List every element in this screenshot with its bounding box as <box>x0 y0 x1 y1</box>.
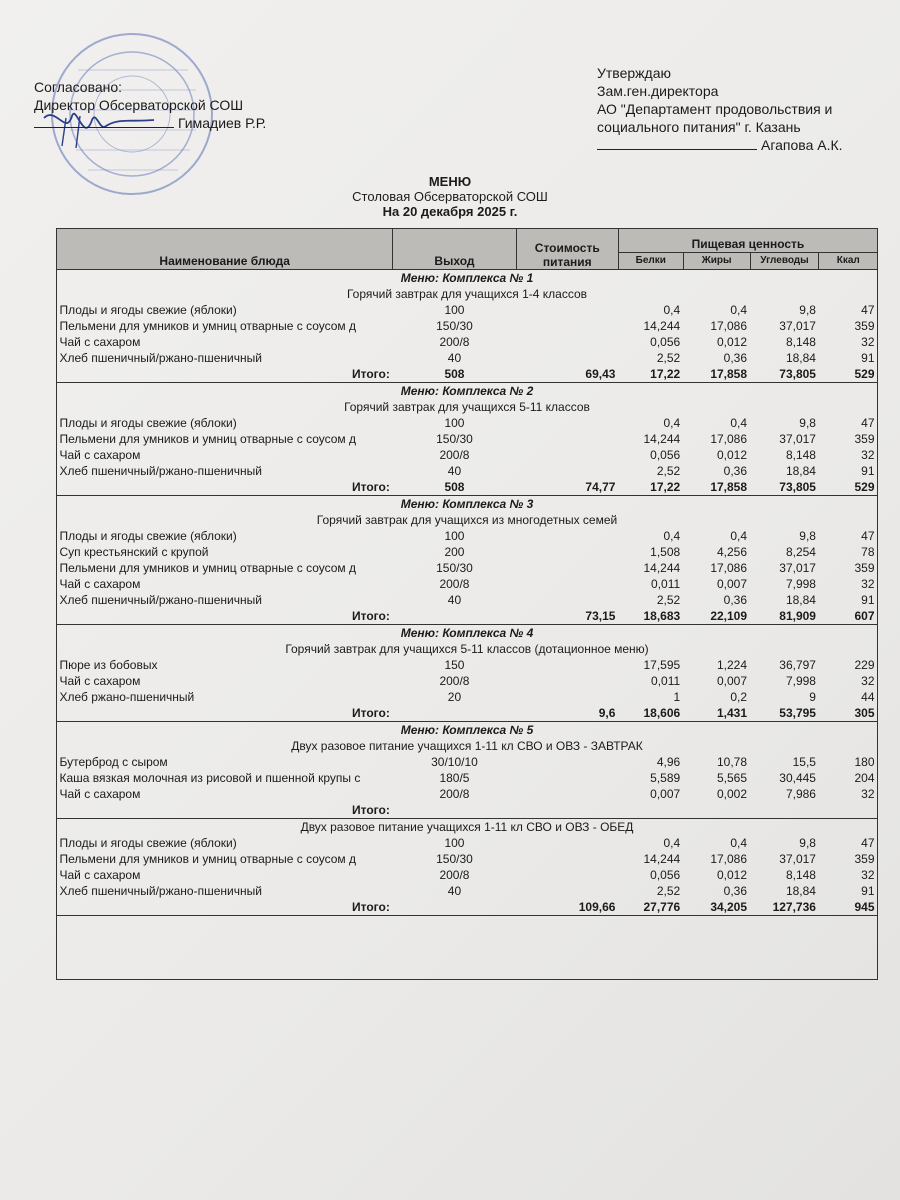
total-proteins: 17,22 <box>618 479 683 496</box>
total-label: Итого: <box>57 479 393 496</box>
dish-name: Хлеб пшеничный/ржано-пшеничный <box>59 884 262 898</box>
dish-kcal: 32 <box>861 448 875 462</box>
dish-kcal: 359 <box>854 319 875 333</box>
menu-title: МЕНЮ <box>428 174 472 189</box>
dish-fats: 0,012 <box>717 448 748 462</box>
total-carbs: 73,805 <box>750 366 819 383</box>
total-output <box>393 802 516 819</box>
dish-output: 40 <box>447 351 462 365</box>
dish-row <box>57 786 878 802</box>
dish-fats: 17,086 <box>710 432 748 446</box>
page-title <box>0 174 900 219</box>
total-carbs: 81,909 <box>750 608 819 625</box>
total-kcal: 305 <box>819 705 878 722</box>
dish-proteins: 0,056 <box>650 448 681 462</box>
dish-carbs: 8,148 <box>785 335 816 349</box>
dish-name: Чай с сахаром <box>59 674 141 688</box>
dish-fats: 10,78 <box>717 755 748 769</box>
dish-proteins: 0,011 <box>651 577 681 591</box>
section-subtitle-row <box>57 512 878 528</box>
dish-cost <box>516 528 618 544</box>
dish-fats: 0,012 <box>717 868 748 882</box>
section-subtitle: Двух разовое питание учащихся 1-11 кл СВО и ОВЗ - ОБЕД <box>300 820 634 834</box>
section-title: Меню: Комплекса № 5 <box>57 722 878 739</box>
dish-kcal: 47 <box>861 529 875 543</box>
dish-output: 200 <box>444 545 465 559</box>
dish-proteins: 14,244 <box>643 319 681 333</box>
section-title: Меню: Комплекса № 2 <box>57 383 878 400</box>
total-carbs <box>750 802 819 819</box>
total-kcal: 945 <box>819 899 878 916</box>
total-label: Итого: <box>57 608 393 625</box>
dish-row <box>57 560 878 576</box>
section-title-row <box>57 383 878 400</box>
dish-fats: 17,086 <box>710 852 748 866</box>
section-title: Меню: Комплекса № 3 <box>57 496 878 513</box>
dish-row <box>57 835 878 851</box>
section-title: Меню: Комплекса № 1 <box>57 270 878 287</box>
dish-cost <box>516 544 618 560</box>
dish-fats: 17,086 <box>710 561 748 575</box>
dish-kcal: 359 <box>854 432 875 446</box>
dish-fats: 0,36 <box>723 593 748 607</box>
dish-kcal: 359 <box>854 852 875 866</box>
dish-output: 200/8 <box>439 787 470 801</box>
dish-output: 20 <box>447 690 462 704</box>
total-cost: 9,6 <box>516 705 618 722</box>
dish-name: Хлеб пшеничный/ржано-пшеничный <box>59 351 262 365</box>
dish-fats: 0,36 <box>723 884 748 898</box>
canteen-name: Столовая Обсерваторской СОШ <box>352 189 548 204</box>
approve-label: Утверждаю <box>597 65 671 81</box>
section-subtitle-row <box>57 399 878 415</box>
dish-name: Пюре из бобовых <box>59 658 158 672</box>
dish-row <box>57 883 878 899</box>
dish-fats: 0,4 <box>730 303 748 317</box>
dish-proteins: 2,52 <box>656 884 681 898</box>
section-subtitle-row <box>57 641 878 657</box>
dish-name: Чай с сахаром <box>59 868 141 882</box>
dish-cost <box>516 835 618 851</box>
dish-kcal: 32 <box>861 674 875 688</box>
dish-name: Чай с сахаром <box>59 448 141 462</box>
menu-date: На 20 декабря 2025 г. <box>382 204 518 219</box>
total-kcal <box>819 802 878 819</box>
total-carbs: 127,736 <box>750 899 819 916</box>
dish-name: Чай с сахаром <box>59 335 141 349</box>
dish-carbs: 15,5 <box>792 755 816 769</box>
director-name: Гимадиев Р.Р. <box>178 115 267 131</box>
section-subtitle-row <box>57 738 878 754</box>
dish-output: 200/8 <box>439 868 470 882</box>
dish-output: 100 <box>444 836 465 850</box>
dish-cost <box>516 592 618 608</box>
total-cost <box>516 802 618 819</box>
total-row <box>57 479 878 496</box>
dish-output: 150/30 <box>436 319 473 333</box>
dish-kcal: 32 <box>861 868 875 882</box>
total-label: Итого: <box>57 802 393 819</box>
dish-carbs: 18,84 <box>785 593 816 607</box>
company-line-1: АО "Департамент продовольствия и <box>597 101 833 117</box>
dish-output: 200/8 <box>439 674 470 688</box>
dish-carbs: 30,445 <box>779 771 816 785</box>
section-subtitle-row <box>57 286 878 302</box>
dish-output: 40 <box>447 593 462 607</box>
dish-row <box>57 673 878 689</box>
dish-carbs: 37,017 <box>779 319 816 333</box>
dish-proteins: 0,4 <box>663 836 681 850</box>
total-output: 508 <box>393 366 516 383</box>
total-fats: 22,109 <box>683 608 750 625</box>
section-title-row <box>57 625 878 642</box>
header-proteins: Белки <box>618 252 683 269</box>
dish-output: 40 <box>447 884 462 898</box>
dish-cost <box>516 302 618 318</box>
dish-fats: 17,086 <box>710 319 748 333</box>
dish-fats: 0,012 <box>717 335 748 349</box>
dish-row <box>57 302 878 318</box>
dish-kcal: 91 <box>861 593 875 607</box>
dish-name: Чай с сахаром <box>59 577 141 591</box>
dish-proteins: 1,508 <box>650 545 681 559</box>
dish-name: Пельмени для умников и умниц отварные с соусом д <box>59 319 357 333</box>
dish-proteins: 4,96 <box>656 755 681 769</box>
dish-output: 180/5 <box>439 771 470 785</box>
dish-name: Хлеб пшеничный/ржано-пшеничный <box>59 593 262 607</box>
dish-output: 100 <box>444 529 465 543</box>
dish-output: 100 <box>444 416 465 430</box>
dish-carbs: 7,998 <box>785 577 816 591</box>
menu-body <box>57 270 878 916</box>
total-output <box>393 705 516 722</box>
dish-carbs: 8,148 <box>785 448 816 462</box>
dish-carbs: 9,8 <box>799 416 816 430</box>
dish-carbs: 7,986 <box>785 787 816 801</box>
dish-row <box>57 754 878 770</box>
total-proteins: 18,683 <box>618 608 683 625</box>
dish-carbs: 8,148 <box>785 868 816 882</box>
dish-fats: 0,36 <box>723 351 748 365</box>
dish-fats: 5,565 <box>717 771 748 785</box>
dish-carbs: 18,84 <box>785 884 816 898</box>
dish-row <box>57 447 878 463</box>
dish-output: 150 <box>444 658 465 672</box>
dish-kcal: 44 <box>861 690 875 704</box>
dish-row <box>57 576 878 592</box>
dish-proteins: 2,52 <box>656 593 681 607</box>
dish-cost <box>516 883 618 899</box>
total-row <box>57 802 878 819</box>
dish-cost <box>516 689 618 705</box>
section-subtitle-row <box>57 819 878 836</box>
section-subtitle: Горячий завтрак для учащихся из многодетных семей <box>316 513 618 527</box>
dish-kcal: 91 <box>861 351 875 365</box>
dish-cost <box>516 318 618 334</box>
header-carbs: Углеводы <box>750 252 819 269</box>
dish-row <box>57 463 878 479</box>
dish-name: Каша вязкая молочная из рисовой и пшенной крупы с <box>59 771 361 785</box>
dish-cost <box>516 447 618 463</box>
dish-cost <box>516 576 618 592</box>
dish-carbs: 18,84 <box>785 351 816 365</box>
dish-name: Плоды и ягоды свежие (яблоки) <box>59 416 237 430</box>
dish-fats: 0,4 <box>730 416 748 430</box>
total-row <box>57 608 878 625</box>
dish-name: Суп крестьянский с крупой <box>59 545 209 559</box>
dish-name: Пельмени для умников и умниц отварные с соусом д <box>59 432 357 446</box>
dish-proteins: 2,52 <box>656 351 681 365</box>
dish-carbs: 9,8 <box>799 529 816 543</box>
dish-name: Пельмени для умников и умниц отварные с соусом д <box>59 852 357 866</box>
section-title-row <box>57 722 878 739</box>
dish-output: 40 <box>447 464 462 478</box>
dish-kcal: 204 <box>854 771 875 785</box>
company-line-2: социального питания" г. Казань <box>597 119 801 135</box>
dish-kcal: 359 <box>854 561 875 575</box>
dish-cost <box>516 786 618 802</box>
dish-output: 150/30 <box>436 561 473 575</box>
section-title-row <box>57 270 878 287</box>
section-title: Меню: Комплекса № 4 <box>57 625 878 642</box>
total-fats <box>683 802 750 819</box>
dish-name: Хлеб пшеничный/ржано-пшеничный <box>59 464 262 478</box>
dish-kcal: 32 <box>861 787 875 801</box>
dish-row <box>57 544 878 560</box>
total-fats: 34,205 <box>683 899 750 916</box>
dish-cost <box>516 657 618 673</box>
signature-line <box>34 127 174 128</box>
dish-carbs: 7,998 <box>785 674 816 688</box>
dish-row <box>57 528 878 544</box>
header-name: Наименование блюда <box>57 229 393 270</box>
director-title: Директор Обсерваторской СОШ <box>34 97 244 113</box>
total-cost: 69,43 <box>516 366 618 383</box>
dish-name: Пельмени для умников и умниц отварные с соусом д <box>59 561 357 575</box>
dish-output: 30/10/10 <box>431 755 478 769</box>
dish-row <box>57 334 878 350</box>
dish-cost <box>516 415 618 431</box>
dish-fats: 0,002 <box>717 787 748 801</box>
dish-name: Плоды и ягоды свежие (яблоки) <box>59 303 237 317</box>
dish-carbs: 9,8 <box>799 303 816 317</box>
dish-fats: 0,4 <box>730 836 748 850</box>
dish-cost <box>516 560 618 576</box>
header-fats: Жиры <box>683 252 750 269</box>
header-nutrition: Пищевая ценность <box>618 229 877 253</box>
dish-carbs: 9,8 <box>799 836 816 850</box>
dish-row <box>57 867 878 883</box>
dish-proteins: 5,589 <box>650 771 681 785</box>
dish-fats: 1,224 <box>717 658 748 672</box>
dish-proteins: 14,244 <box>643 852 681 866</box>
dish-kcal: 32 <box>861 577 875 591</box>
dish-kcal: 47 <box>861 416 875 430</box>
dish-row <box>57 851 878 867</box>
dish-carbs: 37,017 <box>779 852 816 866</box>
header-output: Выход <box>393 229 516 270</box>
section-subtitle: Горячий завтрак для учащихся 5-11 классов (дотационное меню) <box>285 642 649 656</box>
total-cost: 73,15 <box>516 608 618 625</box>
dish-cost <box>516 463 618 479</box>
dish-proteins: 0,4 <box>663 303 681 317</box>
dish-kcal: 32 <box>861 335 875 349</box>
dish-row <box>57 318 878 334</box>
dish-output: 200/8 <box>439 335 470 349</box>
total-cost: 74,77 <box>516 479 618 496</box>
dish-proteins: 2,52 <box>656 464 681 478</box>
total-proteins <box>618 802 683 819</box>
dish-fats: 0,007 <box>717 577 748 591</box>
dish-proteins: 17,595 <box>643 658 681 672</box>
dish-cost <box>516 851 618 867</box>
dish-name: Хлеб ржано-пшеничный <box>59 690 195 704</box>
dish-row <box>57 431 878 447</box>
dish-cost <box>516 754 618 770</box>
total-row <box>57 899 878 916</box>
total-carbs: 73,805 <box>750 479 819 496</box>
dish-fats: 0,36 <box>723 464 748 478</box>
dish-output: 200/8 <box>439 577 470 591</box>
dish-row <box>57 415 878 431</box>
approval-right-block <box>597 64 843 154</box>
dish-cost <box>516 867 618 883</box>
dish-proteins: 1 <box>673 690 681 704</box>
dish-row <box>57 350 878 366</box>
dish-proteins: 0,4 <box>663 416 681 430</box>
dish-row <box>57 770 878 786</box>
header-cost: Стоимость питания <box>516 229 618 270</box>
deputy-title: Зам.ген.директора <box>597 83 719 99</box>
total-label: Итого: <box>57 705 393 722</box>
dish-kcal: 91 <box>861 464 875 478</box>
dish-carbs: 9 <box>809 690 816 704</box>
dish-proteins: 0,056 <box>650 335 681 349</box>
dish-proteins: 0,056 <box>650 868 681 882</box>
dish-row <box>57 592 878 608</box>
dish-fats: 0,2 <box>730 690 748 704</box>
dish-fats: 4,256 <box>717 545 748 559</box>
dish-kcal: 78 <box>861 545 875 559</box>
dish-proteins: 14,244 <box>643 561 681 575</box>
total-label: Итого: <box>57 366 393 383</box>
total-fats: 17,858 <box>683 366 750 383</box>
total-proteins: 17,22 <box>618 366 683 383</box>
total-output <box>393 608 516 625</box>
table-header-row <box>57 229 878 253</box>
approval-left-block <box>34 78 266 132</box>
dish-carbs: 18,84 <box>785 464 816 478</box>
dish-output: 150/30 <box>436 432 473 446</box>
dish-proteins: 0,4 <box>663 529 681 543</box>
dish-name: Плоды и ягоды свежие (яблоки) <box>59 529 237 543</box>
dish-carbs: 37,017 <box>779 432 816 446</box>
total-row <box>57 705 878 722</box>
dish-carbs: 37,017 <box>779 561 816 575</box>
dish-kcal: 229 <box>854 658 875 672</box>
dish-cost <box>516 431 618 447</box>
dish-fats: 0,4 <box>730 529 748 543</box>
total-kcal: 529 <box>819 479 878 496</box>
dish-carbs: 36,797 <box>779 658 816 672</box>
total-label: Итого: <box>57 899 393 916</box>
header-kcal: Ккал <box>819 252 878 269</box>
dish-name: Плоды и ягоды свежие (яблоки) <box>59 836 237 850</box>
total-fats: 1,431 <box>683 705 750 722</box>
dish-kcal: 91 <box>861 884 875 898</box>
dish-cost <box>516 673 618 689</box>
dish-proteins: 14,244 <box>643 432 681 446</box>
total-proteins: 18,606 <box>618 705 683 722</box>
total-output <box>393 899 516 916</box>
dish-proteins: 0,007 <box>650 787 681 801</box>
total-row <box>57 366 878 383</box>
deputy-name: Агапова А.К. <box>761 137 843 153</box>
dish-row <box>57 689 878 705</box>
menu-table <box>56 228 878 916</box>
total-cost: 109,66 <box>516 899 618 916</box>
signature-line-right <box>597 149 757 150</box>
dish-output: 100 <box>444 303 465 317</box>
dish-output: 150/30 <box>436 852 473 866</box>
dish-kcal: 47 <box>861 836 875 850</box>
dish-row <box>57 657 878 673</box>
total-carbs: 53,795 <box>750 705 819 722</box>
section-subtitle: Двух разовое питание учащихся 1-11 кл СВО и ОВЗ - ЗАВТРАК <box>291 739 643 753</box>
dish-carbs: 8,254 <box>785 545 816 559</box>
agreed-label: Согласовано: <box>34 79 123 95</box>
section-title-row <box>57 496 878 513</box>
total-fats: 17,858 <box>683 479 750 496</box>
total-kcal: 529 <box>819 366 878 383</box>
dish-cost <box>516 334 618 350</box>
total-kcal: 607 <box>819 608 878 625</box>
dish-output: 200/8 <box>439 448 470 462</box>
dish-name: Бутерброд с сыром <box>59 755 168 769</box>
dish-kcal: 47 <box>861 303 875 317</box>
section-subtitle: Горячий завтрак для учащихся 1-4 классов <box>346 287 588 301</box>
dish-proteins: 0,011 <box>651 674 681 688</box>
total-proteins: 27,776 <box>618 899 683 916</box>
dish-cost <box>516 350 618 366</box>
dish-name: Чай с сахаром <box>59 787 141 801</box>
dish-kcal: 180 <box>854 755 875 769</box>
section-subtitle: Горячий завтрак для учащихся 5-11 классов <box>344 400 590 414</box>
total-output: 508 <box>393 479 516 496</box>
dish-fats: 0,007 <box>717 674 748 688</box>
dish-cost <box>516 770 618 786</box>
